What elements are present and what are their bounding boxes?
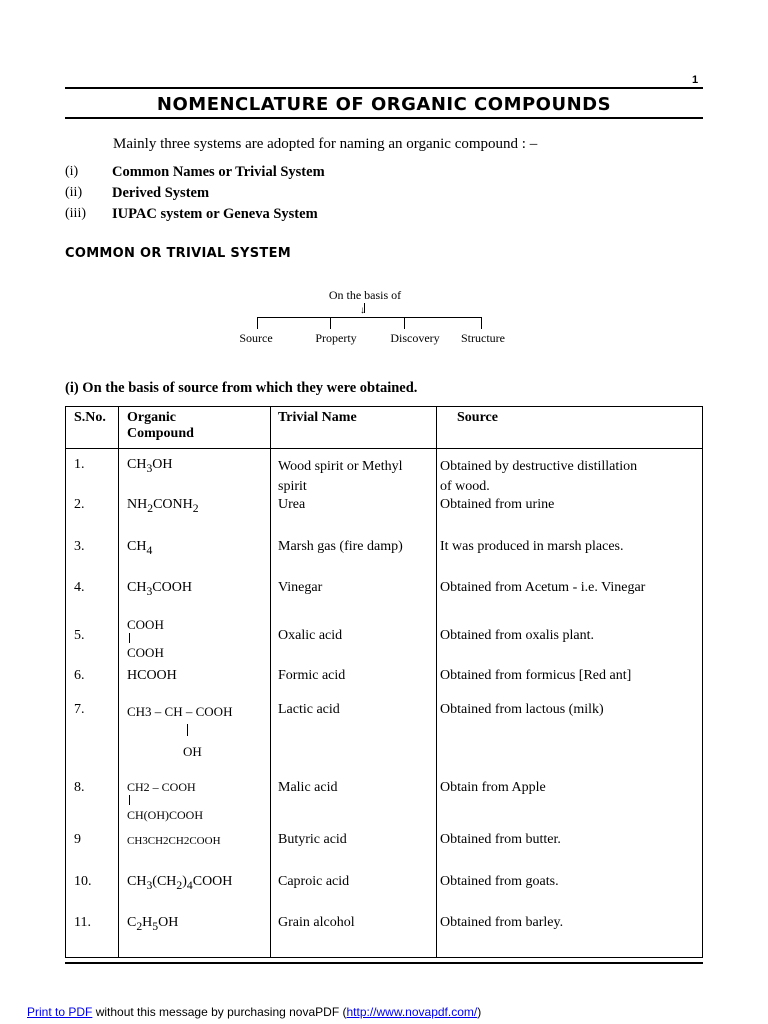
cell-compound: $CH_3COOH$	[119, 580, 271, 618]
cell-trivial: Urea	[271, 497, 437, 539]
cell-compound: CH2 – COOH CH(OH)COOH	[119, 774, 271, 832]
cell-trivial: Wood spirit or Methyl spirit	[271, 449, 437, 498]
cell-trivial: Marsh gas (fire damp)	[271, 539, 437, 580]
table-row	[66, 915, 703, 957]
section-title: COMMON OR TRIVIAL SYSTEM	[65, 246, 292, 261]
title-rule	[65, 117, 703, 119]
cell-trivial: Vinegar	[271, 580, 437, 618]
table-row	[66, 497, 703, 539]
cell-source: Obtained from barley.	[437, 915, 703, 957]
table-header-row	[66, 407, 703, 449]
cell-source: Obtained from urine	[437, 497, 703, 539]
cell-trivial: Formic acid	[271, 668, 437, 702]
cell-source: It was produced in marsh places.	[437, 539, 703, 580]
cell-sno: 8.	[66, 774, 119, 832]
novapdf-link[interactable]: http://www.novapdf.com/	[346, 1005, 478, 1019]
cell-sno: 6.	[66, 668, 119, 702]
cell-source: Obtained from oxalis plant.	[437, 618, 703, 668]
header-compound: Organic Compound	[119, 407, 271, 449]
cell-source: Obtain from Apple	[437, 774, 703, 832]
cell-source: Obtained by destructive distillation of wood.	[437, 449, 703, 498]
tree-bar	[257, 317, 482, 318]
cell-sno: 4.	[66, 580, 119, 618]
header-source: Source	[437, 407, 703, 449]
cell-source: Obtained from Acetum - i.e. Vinegar	[437, 580, 703, 618]
page-number: 1	[692, 74, 699, 86]
cell-compound: $CH_4$	[119, 539, 271, 580]
cell-compound: COOH COOH	[119, 618, 271, 668]
cell-trivial: Grain alcohol	[271, 915, 437, 957]
arrow-down-icon: ↓	[360, 305, 365, 316]
cell-compound: $CH_3(CH_2)_4COOH$	[119, 874, 271, 915]
cell-sno: 1.	[66, 449, 119, 498]
system-label: IUPAC system or Geneva System	[112, 206, 318, 222]
table-row	[66, 539, 703, 580]
tree-branch	[404, 317, 405, 329]
top-rule	[65, 87, 703, 89]
table-row	[66, 618, 703, 668]
table-row	[66, 832, 703, 874]
footer	[27, 1005, 481, 1019]
page-title: NOMENCLATURE OF ORGANIC COMPOUNDS	[156, 94, 612, 115]
cell-sno: 7.	[66, 702, 119, 774]
table-row	[66, 449, 703, 498]
tree-leaf-discovery: Discovery	[390, 331, 440, 345]
tree-leaf-property: Property	[315, 331, 357, 345]
cell-trivial: Malic acid	[271, 774, 437, 832]
cell-trivial: Oxalic acid	[271, 618, 437, 668]
cell-source: Obtained from goats.	[437, 874, 703, 915]
cell-compound: $NH_2CONH_2$	[119, 497, 271, 539]
cell-compound: CH3CH2CH2COOH	[119, 832, 271, 874]
cell-sno: 2.	[66, 497, 119, 539]
cell-compound: HCOOH	[119, 668, 271, 702]
system-number: (ii)	[65, 185, 83, 200]
system-label: Derived System	[112, 185, 210, 201]
table-row	[66, 874, 703, 915]
bond-line	[187, 724, 188, 736]
tree-leaf-source: Source	[239, 331, 273, 345]
tree-root-label: On the basis of	[328, 288, 402, 302]
footer-text: without this message by purchasing novaPDF (	[92, 1005, 347, 1019]
cell-trivial: Butyric acid	[271, 832, 437, 874]
table-row	[66, 668, 703, 702]
cell-source: Obtained from lactous (milk)	[437, 702, 703, 774]
tree-branch	[481, 317, 482, 329]
tree-branch	[330, 317, 331, 329]
cell-trivial: Lactic acid	[271, 702, 437, 774]
cell-source: Obtained from butter.	[437, 832, 703, 874]
system-label: Common Names or Trivial System	[112, 164, 325, 180]
tree-leaf-structure: Structure	[461, 331, 505, 345]
intro-text: Mainly three systems are adopted for naming an organic compound : –	[113, 136, 538, 152]
header-trivial: Trivial Name	[271, 407, 437, 449]
cell-trivial: Caproic acid	[271, 874, 437, 915]
bottom-rule	[65, 962, 703, 964]
cell-source: Obtained from formicus [Red ant]	[437, 668, 703, 702]
system-number: (i)	[65, 164, 79, 179]
bond-line	[129, 795, 130, 805]
cell-sno: 11.	[66, 915, 119, 957]
cell-sno: 10.	[66, 874, 119, 915]
table-row	[66, 580, 703, 618]
cell-sno: 5.	[66, 618, 119, 668]
system-number: (iii)	[65, 206, 86, 221]
trivial-names-table	[65, 406, 703, 958]
cell-sno: 9	[66, 832, 119, 874]
table-title: (i) On the basis of source from which they were obtained.	[65, 380, 418, 396]
table-row	[66, 702, 703, 774]
header-sno: S.No.	[66, 407, 119, 449]
footer-end: )	[477, 1005, 482, 1019]
print-to-pdf-link[interactable]: Print to PDF	[27, 1005, 93, 1019]
table-row	[66, 774, 703, 832]
cell-compound: CH3 – CH – COOH OH	[119, 702, 271, 774]
tree-branch	[257, 317, 258, 329]
cell-compound: $C_2H_5OH$	[119, 915, 271, 957]
cell-sno: 3.	[66, 539, 119, 580]
bond-line	[129, 633, 130, 643]
cell-compound: $CH_3OH$	[119, 449, 271, 498]
